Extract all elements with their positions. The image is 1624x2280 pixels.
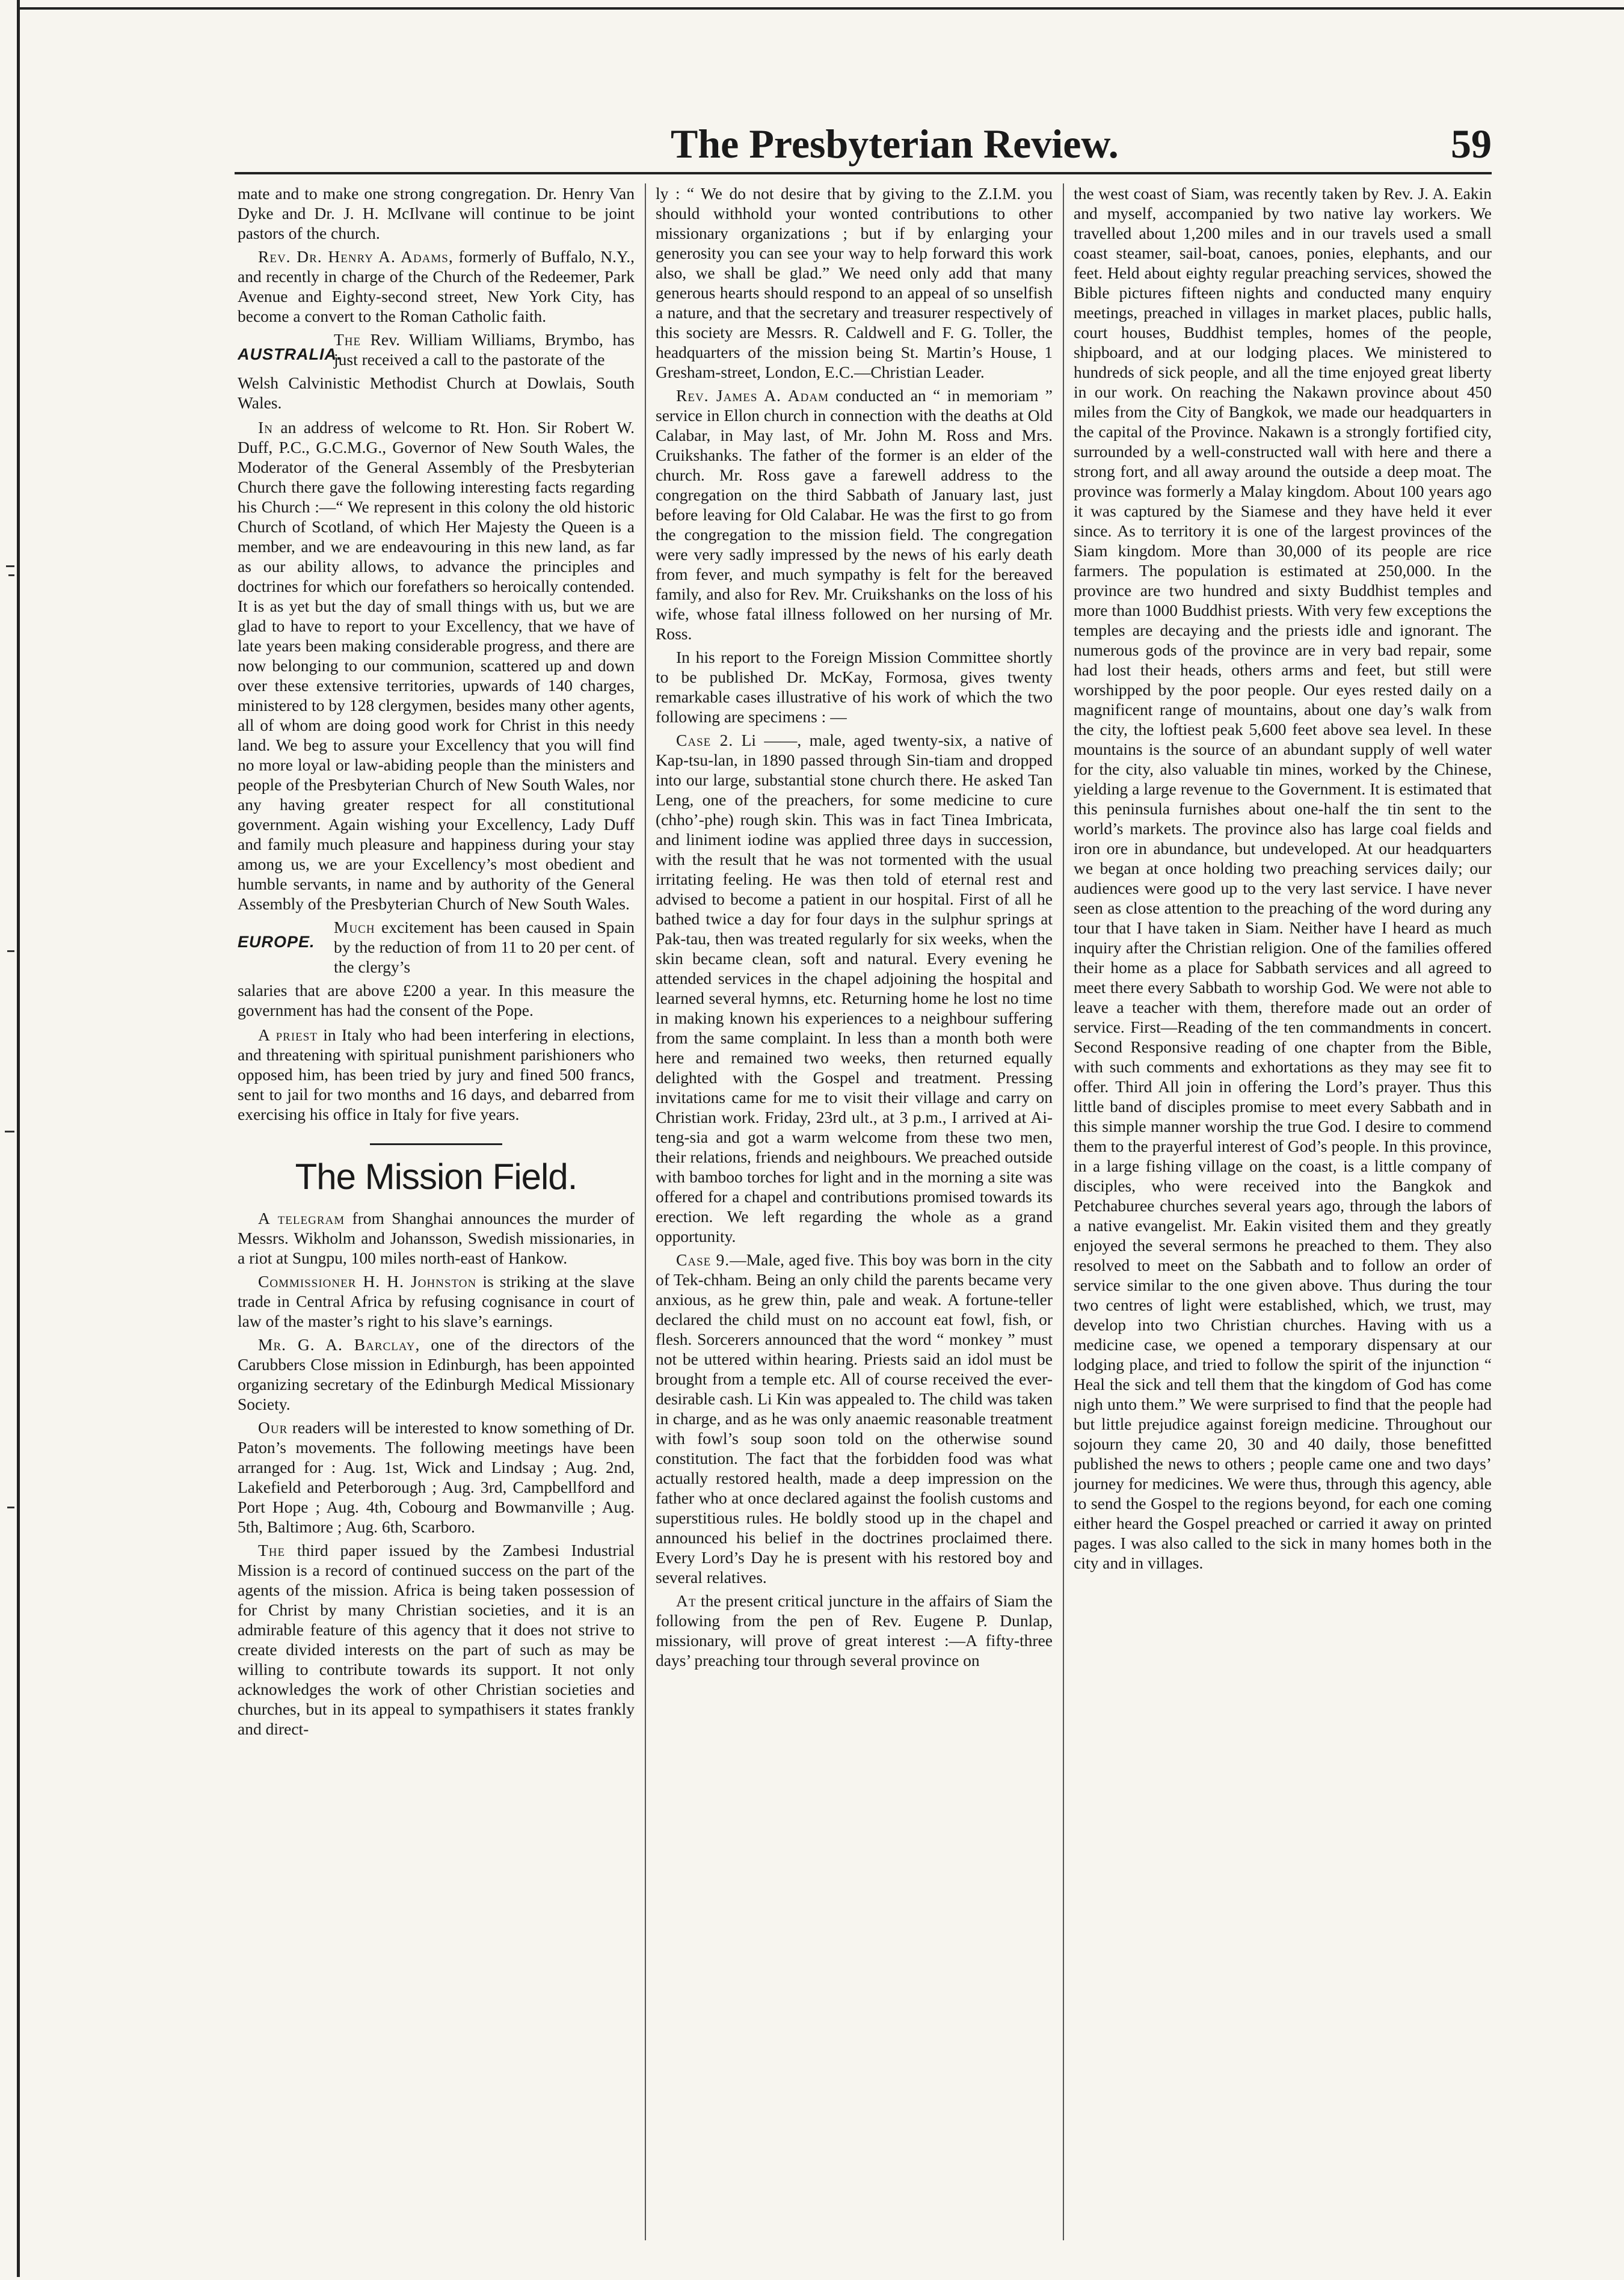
section-europe bbox=[238, 917, 635, 1020]
paragraph-lead: At bbox=[676, 1591, 697, 1610]
paragraph bbox=[656, 386, 1053, 644]
paragraph-text: one of the directors of the Carubbers Close mission in Edinburgh, has been appointed organizing secretary of the Edinburgh Medical Missionary Society. bbox=[238, 1335, 635, 1413]
paragraph: salaries that are above £200 a year. In this measure the government has had the consent of the Pope. bbox=[238, 981, 635, 1019]
page-header bbox=[235, 120, 1492, 174]
paragraph-text: in Italy who had been interfering in elections, and threatening with spiritual punishment parishioners who opposed him, has been tried by jury and fined 500 francs, sent to jail for two months and 16 days, and debarred from exercising his office in Italy for five years. bbox=[238, 1025, 635, 1123]
paragraph-text: —Male, aged five. This boy was born in the city of Tek-chham. Being an only child the parents became very anxious, as he grew thin, pale and weak. A fortune-teller declared the child must on no account eat fowl, fish, or flesh. Sorcerers announced that the word “ monkey ” must not be uttered within hearing. Priests said an idol must be brought from a temple etc. All of course received the ever-desirable cash. Li Kin was appealed to. The child was taken in charge, and as he was only anaemic reasonable treatment with fowl’s soup soon told on the otherwise sound constitution. The fact that the forbidden food was what actually restored health, made a deep impression on the father who at once declared against the foolish customs and superstitious rules. He boldly stood up in the chapel and announced his belief in the doctrines proclaimed there. Every Lord’s Day he is present with his restored boy and several relatives. bbox=[656, 1250, 1053, 1587]
paragraph-lead: Case 2. bbox=[676, 731, 734, 749]
paragraph: ly : “ We do not desire that by giving to the Z.I.M. you should withhold your wonted contributions to other missionary organizations ; but if by enlarging your generosity you can see your way to help forward this work also, we shall be glad.” We need only add that many generous hearts should respond to an appeal of so unselfish a nature, and that the secretary and treasurer respectively of this society are Messrs. R. Caldwell and F. G. Toller, the headquarters of the mission being St. Martin’s House, 1 Gresham-street, London, E.C.—Christian Leader. bbox=[656, 184, 1053, 381]
paragraph bbox=[656, 730, 1053, 1246]
paragraph bbox=[238, 1208, 635, 1268]
paragraph bbox=[238, 1335, 635, 1414]
paragraph-lead: A priest bbox=[258, 1025, 318, 1044]
paragraph bbox=[656, 1250, 1053, 1587]
paragraph-lead: In bbox=[258, 418, 273, 437]
page-number: 59 bbox=[1451, 121, 1492, 167]
paragraph-text: Li ——, male, aged twenty-six, a native of Kap-tsu-lan, in 1890 passed through Sin-tiam and dropped into our large, substantial stone church there. He asked Tan Leng, one of the preachers, for some medicine to cure (chho’-phe) rough skin. This was in fact Tinea Imbricata, and liniment iodine was applied three days in succession, with the result that he was not tormented with the usual irritating feeling. He was then told of eternal rest and advised to become a patient in our hospital. First of all he bathed twice a day for four days in the sulphur springs at Pak-tau, then was treated regularly for six weeks, when the skin became clean, soft and natural. Every evening he attended services in the chapel adjoining the hospital and learned several hymns, etc. Returning home he lost no time in making known his experiences to a neighbour suffering from the same complaint. In less than a month both were here and remained two weeks, then returned equally delighted with the Gospel and treatment. Pressing invitations came for me to visit their village and carry on Christian work. Friday, 23rd ult., at 3 p.m., I arrived at Ai-teng-sia and got a warm welcome from these two men, their relations, friends and neighbours. We preached outside with bamboo torches for light and in the morning a site was offered for a chapel and contributions promised towards its erection. We left regarding the whole as a grand opportunity. bbox=[656, 731, 1053, 1246]
paragraph-text: third paper issued by the Zambesi Industrial Mission is a record of continued success on the part of the agents of the mission. Africa is being taken possession of for Christ by many Christian societies, and it is an admirable feature of this agency that it does not strive to create divided interests on the part of such as may be willing to contribute towards its support. It not only acknowledges the work of other Christian societies and churches, but in its appeal to sympathisers it states frankly and direct- bbox=[238, 1541, 635, 1738]
paragraph bbox=[656, 1591, 1053, 1670]
page-edge-marks bbox=[0, 0, 17, 2277]
running-title: The Presbyterian Review. bbox=[671, 121, 1119, 167]
page-left-border bbox=[17, 0, 20, 2277]
paragraph-text: Rev. William Williams, Brymbo, has just received a call to the pastorate of the bbox=[334, 330, 635, 369]
paragraph-lead: A telegram bbox=[258, 1209, 345, 1228]
section-label: EUROPE. bbox=[238, 933, 315, 951]
paragraph-text: formerly of Buffalo, N.Y., and recently in charge of the Church of the Redeemer, Park Avenue and Eighty-second street, New York City, has become a convert to the Roman Catholic faith. bbox=[238, 247, 635, 325]
paragraph bbox=[238, 1025, 635, 1124]
paragraph-text: from Shanghai announces the murder of Messrs. Wikholm and Johansson, Swedish missionaries, in a riot at Sungpu, 100 miles north-east of Hankow. bbox=[238, 1209, 635, 1267]
paragraph-lead: Rev. Dr. Henry A. Adams, bbox=[258, 247, 454, 266]
paragraph-lead: Much bbox=[334, 918, 375, 936]
paragraph-lead: The bbox=[334, 330, 361, 349]
paragraph bbox=[238, 1418, 635, 1537]
paragraph-lead: Commissioner H. H. Johnston bbox=[258, 1272, 477, 1291]
paragraph-lead: Rev. James A. Adam bbox=[676, 386, 829, 405]
paragraph: the west coast of Siam, was recently taken by Rev. J. A. Eakin and myself, accompanied by two native lay workers. We travelled about 1,200 miles and in our travels used a small coast steamer, sail-boat, canoes, ponies, elephants, and our feet. Held about eighty regular preaching services, showed the Bible pictures fifteen nights and conducted many enquiry meetings, preached in villages in market places, public halls, court houses, Buddhist temples, homes of the people, shipboard, and at our lodging places. We ministered to hundreds of sick people, and all the time enjoyed great liberty in our work. On reaching the Nakawn province about 450 miles from the City of Bangkok, we made our headquarters in the capital of the Province. Nakawn is a strongly fortified city, surrounded by a well-constructed wall with here and there a strong fort, and all away around the outside a deep moat. The province was formerly a Malay kingdom. About 100 years ago it was captured by the Siamese and they have held it ever since. As to territory it is one of the largest provinces of the Siam kingdom. More than 30,000 of its people are rice farmers. The population is estimated at 250,000. In the province are two hundred and sixty Buddhist temples and more than 1000 Buddhist priests. With very few exceptions the temples are decaying and the priests idle and ignorant. The numerous gods of the province are in very bad repair, some had lost their heads, others arms and feet, but still were worshipped by the poor people. Our eyes rested daily on a magnificent range of mountains, about one day’s walk from the city, the loftiest peak 5,600 feet above sea level. In these mountains is the source of an abundant supply of well water for the city, also valuable tin mines, worked by the Chinese, yielding a large revenue to the Government. It is estimated that this peninsula furnishes about one-half the tin sent to the world’s markets. The province also has large coal fields and iron ore in abundance, but undeveloped. At our headquarters we began at once holding two preaching services daily; our audiences were good up to the very last service. I have never seen as close attention to the preaching of the word during any tour that I have taken in Siam. Neither have I heard as much inquiry after the Christian religion. One of the families offered their home as a place for Sabbath services and all agreed to meet there every Sabbath to worship God. We were not able to leave a teacher with them, therefore made out an order of service. First—Reading of the ten commandments in concert. Second Responsive reading of one chapter from the Bible, with such comments and exhortations as they may see fit to offer. Third All join in offering the Lord’s prayer. Thus this little band of disciples promise to meet every Sabbath and in this simple manner worship the true God. I desire to commend them to the prayerful interest of God’s people. In this province, in a large fishing village on the coast, is a little company of disciples, who were received into the Bangkok and Petchaburee churches several years ago, through the labors of a native evangelist. Mr. Eakin visited them and they greatly enjoyed the several sermons he preached to them. They also resolved to meet on the Sabbath and to follow an order of service similar to the one given above. Thus during the tour two centres of light were established, which, we trust, may develop into two Christian churches. Having with us a medicine case, we opened a temporary dispensary at our lodging place, and tried to follow the spirit of the injunction “ Heal the sick and tell them that the kingdom of God has come nigh unto them.” We were surprised to find that the people had but little prejudice against foreign medicine. Throughout our sojourn they came 20, 30 and 40 daily, those benefitted published the news to others ; people came one and two days’ journey for medicines. We were thus, through this agency, able to send the Gospel to the regions beyond, for each one coming either heard the Gospel preached or carried it away on printed pages. I was also called to the sick in many homes both in the city and in villages. bbox=[1074, 184, 1492, 1572]
paragraph-lead: Our bbox=[258, 1418, 288, 1437]
paragraph bbox=[238, 1271, 635, 1331]
header-rule bbox=[235, 172, 1492, 174]
paragraph-text: is striking at the slave trade in Central Africa by refusing cognisance in court of law of the master’s right to his slave’s earnings. bbox=[238, 1272, 635, 1330]
paragraph-lead: Case 9. bbox=[676, 1250, 730, 1269]
paragraph bbox=[238, 1540, 635, 1739]
paragraph-lead: The bbox=[258, 1541, 286, 1559]
column-3 bbox=[1074, 183, 1492, 2246]
paragraph-text: an address of welcome to Rt. Hon. Sir Robert W. Duff, P.C., G.C.M.G., Governor of New South Wales, the Moderator of the General Assembly of the Presbyterian Church there gave the following interesting facts regarding his Church :—“ We represent in this colony the old historic Church of Scotland, of which Her Majesty the Queen is a member, and we are endeavouring in this new land, as far as our ability allows, to advance the principles and doctrines for which our forefathers so heroically contended. It is as yet but the day of small things with us, but we are glad to have to report to your Excellency, that we have of late years been making considerable progress, and there are now belonging to our communion, scattered up and down over these extensive territories, upwards of 140 charges, ministered to by 128 clergymen, besides many other agents, all of whom are doing good work for Christ in this needy land. We beg to assure your Excellency that you will find no more loyal or law-abiding people than the ministers and people of the Presbyterian Church of New South Wales, nor any having greater respect for all constitutional government. Again wishing your Excellency, Lady Duff and family much pleasure and happiness during your stay among us, we are your Excellency’s most obedient and humble servants, in name and by authority of the General Assembly of the Presbyterian Church of New South Wales. bbox=[238, 418, 635, 913]
paragraph-text: conducted an “ in memoriam ” service in Ellon church in connection with the deaths at Old Calabar, in May last, of Mr. John M. Ross and Mrs. Cruikshanks. The father of the former is an elder of the church. Mr. Ross gave a farewell address to the congregation on the third Sabbath of January last, just before leaving for Old Calabar. He was the first to go from the congregation to the mission field. The congregation were very sadly impressed by the news of his early death from fever, and much sympathy is felt for the bereaved family, and also for Rev. Mr. Cruikshanks on the loss of his wife, whose fatal illness followed on her nursing of Mr. Ross. bbox=[656, 386, 1053, 643]
paragraph-lead: Mr. G. A. Barclay, bbox=[258, 1335, 420, 1354]
section-heading: The Mission Field. bbox=[295, 1157, 577, 1197]
section-australia bbox=[238, 330, 635, 413]
paragraph: Welsh Calvinistic Methodist Church at Dowlais, South Wales. bbox=[238, 373, 635, 412]
column-divider bbox=[1063, 183, 1064, 2240]
column-2 bbox=[656, 183, 1053, 2246]
column-1 bbox=[238, 183, 635, 2246]
section-label: AUSTRALIA. bbox=[238, 345, 342, 363]
paragraph-text: the present critical juncture in the affairs of Siam the following from the pen of Rev. Eugene P. Dunlap, missionary, will prove of great interest :—A fifty-three days’ preaching tour through several province on bbox=[656, 1591, 1053, 1670]
paragraph bbox=[238, 417, 635, 914]
paragraph-text: excitement has been caused in Spain by the reduction of from 11 to 20 per cent. of the clergy’s bbox=[334, 918, 635, 976]
paragraph: mate and to make one strong congregation. Dr. Henry Van Dyke and Dr. J. H. McIlvane will continue to be joint pastors of the church. bbox=[238, 184, 635, 242]
paragraph-text: readers will be interested to know something of Dr. Paton’s movements. The following meetings have been arranged for : Aug. 1st, Wick and Lindsay ; Aug. 2nd, Lakefield and Peterborough ; Aug. 3rd, Campbellford and Port Hope ; Aug. 4th, Cobourg and Bowmanville ; Aug. 5th, Baltimore ; Aug. 6th, Scarboro. bbox=[238, 1418, 635, 1536]
column-divider bbox=[645, 183, 646, 2240]
page-top-border bbox=[17, 7, 1624, 10]
paragraph bbox=[238, 247, 635, 326]
paragraph: In his report to the Foreign Mission Committee shortly to be published Dr. McKay, Formosa, gives twenty remarkable cases illustrative of his work of which the two following are specimens : — bbox=[656, 648, 1053, 726]
section-divider bbox=[370, 1143, 502, 1145]
